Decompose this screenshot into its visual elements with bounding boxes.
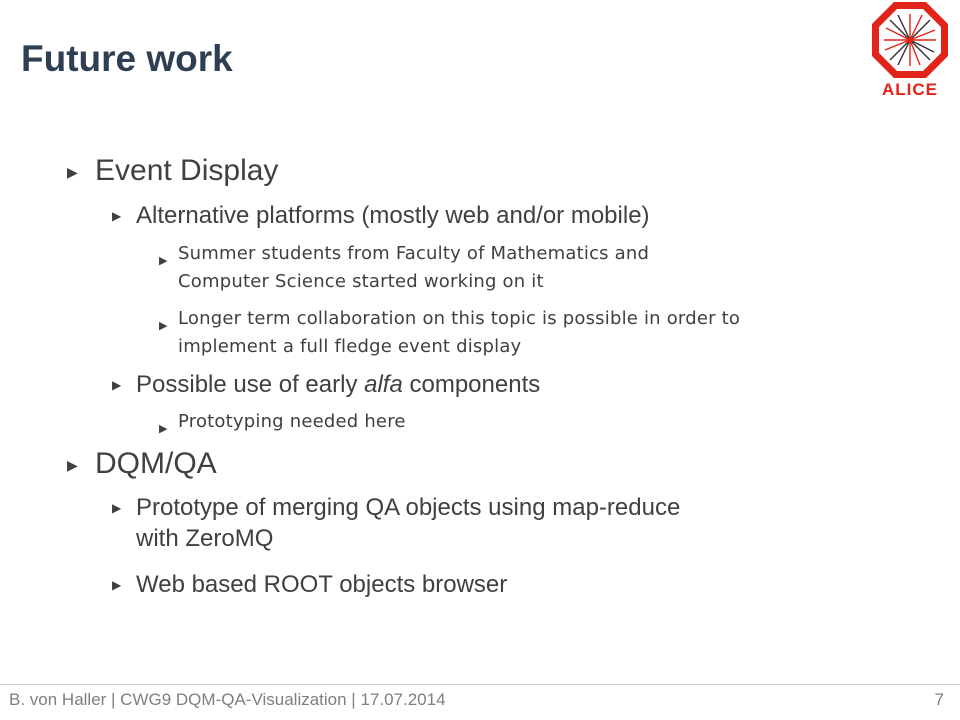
bullet-text-line-2: implement a full fledge event display [178,336,522,357]
triangle-bullet-icon: ▶ [159,422,168,435]
bullet-text: Prototyping needed here [178,411,406,432]
bullet-longer-term [159,305,741,361]
bullet-text: Event Display [95,154,279,187]
bullet-text-italic: alfa [364,371,403,398]
triangle-bullet-icon: ▶ [112,578,122,592]
triangle-bullet-icon: ▶ [112,501,122,515]
bullet-text-line-1: Summer students from Faculty of Mathematics and [178,243,650,264]
triangle-bullet-icon: ▶ [112,378,122,392]
bullet-text-prefix: Possible use of early [136,371,365,398]
bullet-text-line-2: Computer Science started working on it [178,271,544,292]
footer-divider [0,684,960,685]
bullet-text-line-2: with ZeroMQ [136,525,274,552]
bullet-alt-platforms [112,202,650,230]
bullet-event-display [67,154,279,188]
bullet-prototyping [159,408,406,436]
bullet-text: Alternative platforms (mostly web and/or mobile) [136,202,650,229]
bullet-text: Web based ROOT objects browser [136,571,508,598]
bullet-text-line-1: Longer term collaboration on this topic is possible in order to [178,308,741,329]
triangle-bullet-icon: ▶ [67,164,78,180]
triangle-bullet-icon: ▶ [67,457,78,473]
svg-text:ALICE: ALICE [882,80,938,99]
bullet-summer-students [159,240,650,296]
bullet-web-browser [112,571,508,599]
bullet-dqm-qa [67,447,217,481]
triangle-bullet-icon: ▶ [159,319,168,332]
page-number: 7 [934,690,944,709]
bullet-text: DQM/QA [95,447,217,480]
triangle-bullet-icon: ▶ [159,254,168,267]
bullet-text-line-1: Prototype of merging QA objects using map-reduce [136,494,681,521]
footer-text: B. von Haller | CWG9 DQM-QA-Visualization | 17.07.2014 [9,690,446,709]
bullet-possible-use [112,371,541,399]
bullet-prototype-merging [112,494,681,522]
bullet-text-suffix: components [402,371,541,398]
slide-title: Future work [21,38,233,79]
triangle-bullet-icon: ▶ [112,209,122,223]
bullet-prototype-merging-cont [136,525,273,553]
